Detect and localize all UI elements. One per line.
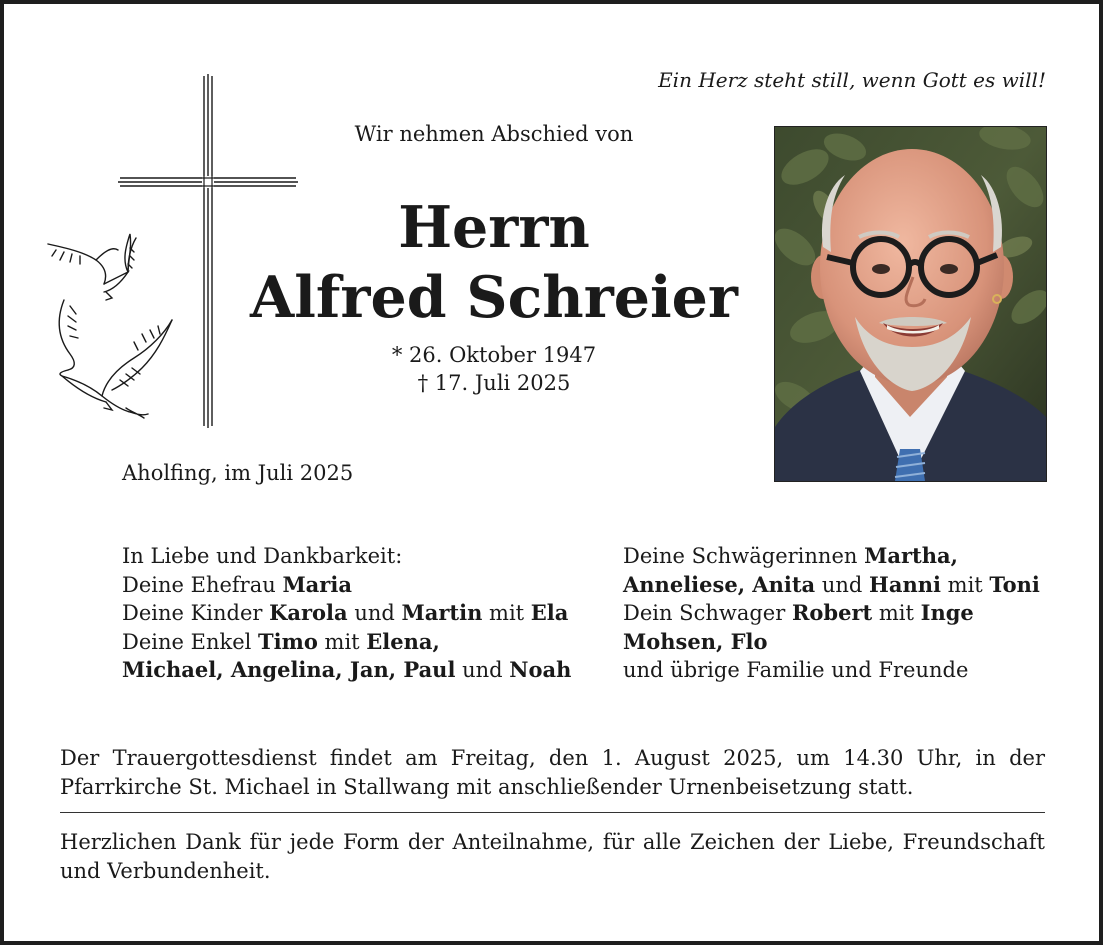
mourners-left [122,542,571,685]
mourner-line: Deine Schwägerinnen Martha, [623,543,958,568]
place-date: Aholfing, im Juli 2025 [122,461,354,485]
divider [60,812,1045,813]
mourner-line: Deine Enkel Timo mit Elena, [122,628,440,654]
intro-text: Wir nehmen Abschied von [354,122,634,146]
mourner-line: Deine Kinder Karola und Martin mit Ela [122,600,569,625]
mourner-line: und übrige Familie und Freunde [623,658,969,682]
mourner-line: In Liebe und Dankbarkeit: [122,544,403,568]
death-date: † 17. Juli 2025 [417,371,571,395]
motto: Ein Herz steht still, wenn Gott es will! [658,68,1046,92]
mourner-line: Dein Schwager Robert mit Inge [623,600,974,625]
mourner-line: Michael, Angelina, Jan, Paul und Noah [122,657,572,682]
thanks-text: Herzlichen Dank für jede Form der Anteilnahme, für alle Zeichen der Liebe, Freundschaft und Verbundenheit. [60,830,1045,883]
mourner-line: Deine Ehefrau Maria [122,571,352,597]
portrait-photo [774,126,1047,482]
mourners-right [623,542,1040,685]
mourner-line: Mohsen, Flo [623,628,768,654]
doves-icon [46,230,178,420]
birth-date: * 26. Oktober 1947 [391,343,597,367]
mourner-line: Anneliese, Anita und Hanni mit Toni [623,571,1040,597]
deceased-name: Alfred Schreier [250,264,738,331]
service-announcement: Der Trauergottesdienst findet am Freitag, den 1. August 2025, um 14.30 Uhr, in der Pfarrkirche St. Michael in Stallwang mit anschließender Urnenbeisetzung statt. [60,746,1045,799]
salutation: Herrn [398,194,590,261]
